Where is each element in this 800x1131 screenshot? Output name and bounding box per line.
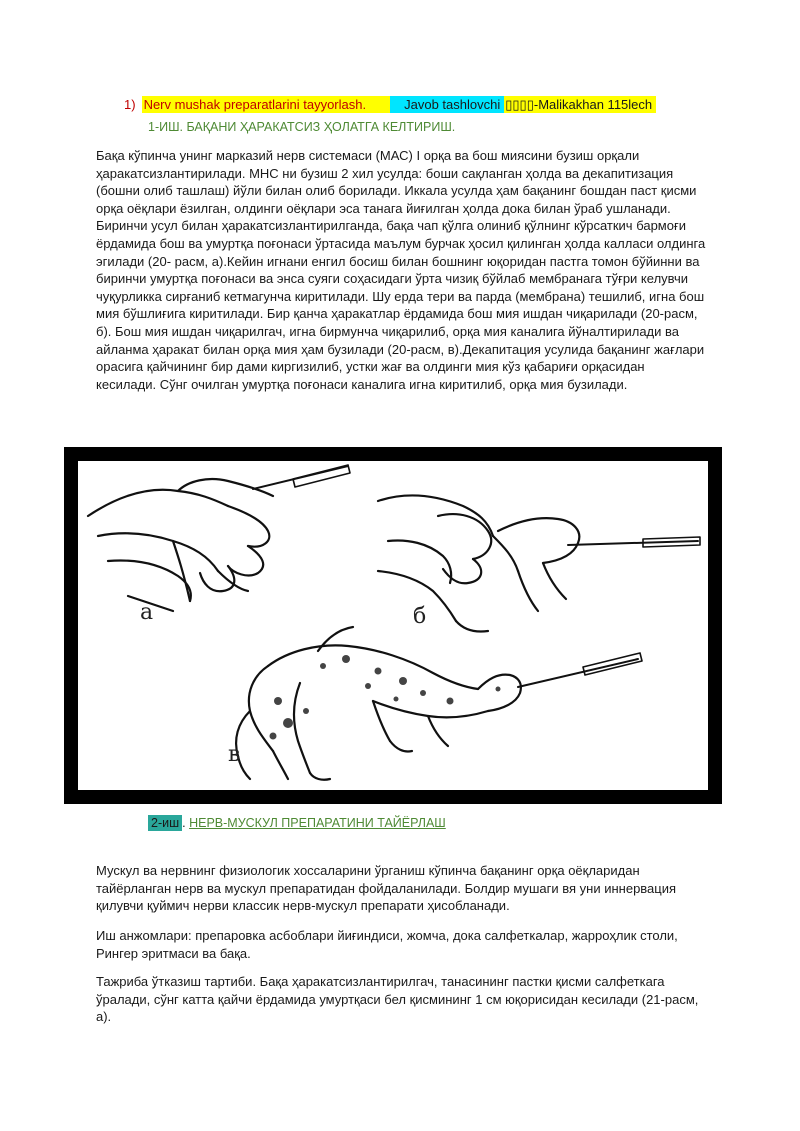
panel-b-needle [568,541,698,545]
answerer-name [504,96,656,113]
paragraph-1: Бақа кўпинча унинг марказий нерв системаси (МАС) I орқа ва бош миясини бузиш орқали ҳаракатсизлантирилади. МНС ни бузиш 2 хил усулда: боши сақланган ҳолда ва декапитизация (бошни олиб ташлаш) йўли билан олиб борилади. Иккала усулда ҳам бақанинг бошдан паст қисми орқа оёқлари ёзилган, олдинги оёқлари эса танага йиғилган ҳолда дока билан ўраб ушланади. Биринчи усул билан ҳаракатсизлантирилганда, бақа чап қўлга олиниб қўлнинг кўрсаткич бармоғи ёрдамида бош ва умуртқа поғонаси ўртасида маълум бурчак ҳосил қилинган ҳолда калласи олдинга эгилади (20- расм, а).Кейин игнани енгил босиш билан бошнинг юқоридан пастга томон бўйинни ва биринчи умуртқа поғонаси ва энса суяги соҳасидаги ўрта чизиқ бўйлаб мембранага тўғри келувчи чуқурликка сирғаниб кетмагунча киритилади. Шу ерда тери ва парда (мембрана) тешилиб, игна бош мия бўшлиғига киритилади. Бир қанча ҳаракатлар ёрдамида бош мия ишдан чиқарилади (20-расм, б). Бош мия ишдан чиқарилгач, игна бирмунча чиқарилиб, орқа мия каналига йўналтирилади ва айланма ҳаракат билан орқа мия ҳам бузилади (20-расм, в).Декапитация усулида бақанинг жағлари орасига қайчининг бир дами киргизилиб, устки жағ ва олдинги мия кўз қабариғи орқасидан кесилади. Сўнг очилган умуртқа поғонаси каналига игна киритилиб, орқа мия бузилади. [96,148,706,392]
section2-heading [148,816,446,830]
panel-c-label: в [228,742,241,767]
section2-title: НЕРВ-МУСКУЛ ПРЕПАРАТИНИ ТАЙЁРЛАШ [189,816,446,830]
frog-pithing-illustration [78,461,708,790]
heading-line [124,97,656,113]
figure-illustration [78,461,708,790]
panel-a-hand [88,479,273,611]
answerer-name-text: -Malikakhan 115lech [533,97,653,112]
panel-c-frog-spots [270,655,501,740]
section2-label: 2-иш [148,815,182,831]
answerer-glyphs: ▯▯▯▯ [505,97,534,112]
panel-b-hand [378,496,579,632]
section1-subtitle: 1-ИШ. БАҚАНИ ҲАРАКАТСИЗ ҲОЛАТГА КЕЛТИРИШ. [148,120,456,134]
paragraph-2: Мускул ва нервнинг физиологик хоссаларини ўрганиш кўпинча бақанинг орқа оёқларидан тайёрланган нерв ва мускул препаратидан фойдаланилади. Болдир мушаги вя уни иннервация қилувчи қуймич нерви классик нерв-мускул препарати ҳисобланади. [96,863,677,914]
panel-a-label: a [140,600,154,625]
paragraph-3: Иш анжомлари: препаровка асбоблари йиғиндиси, жомча, дока салфеткалар, жарроҳлик столи, Рингер эритмаси ва бақа. [96,928,678,961]
figure-frame [64,447,722,804]
section2-dot: . [182,816,186,830]
panel-b-label: б [413,604,427,629]
paragraph-4: Тажриба ўтказиш тартиби. Бақа ҳаракатсизлантирилгач, танасининг пастки қисми салфеткага ўралади, сўнг катта қайчи ёрдамида умуртқаси бел қисмининг 1 см юқорисидан кесилади (21-расм, а). [96,974,699,1025]
heading-number: 1) [124,97,136,112]
heading-title: Nerv mushak preparatlarini tayyorlash. [142,96,391,113]
answerer-label: Javob tashlovchi [390,96,504,113]
panel-c-needle [518,659,638,687]
